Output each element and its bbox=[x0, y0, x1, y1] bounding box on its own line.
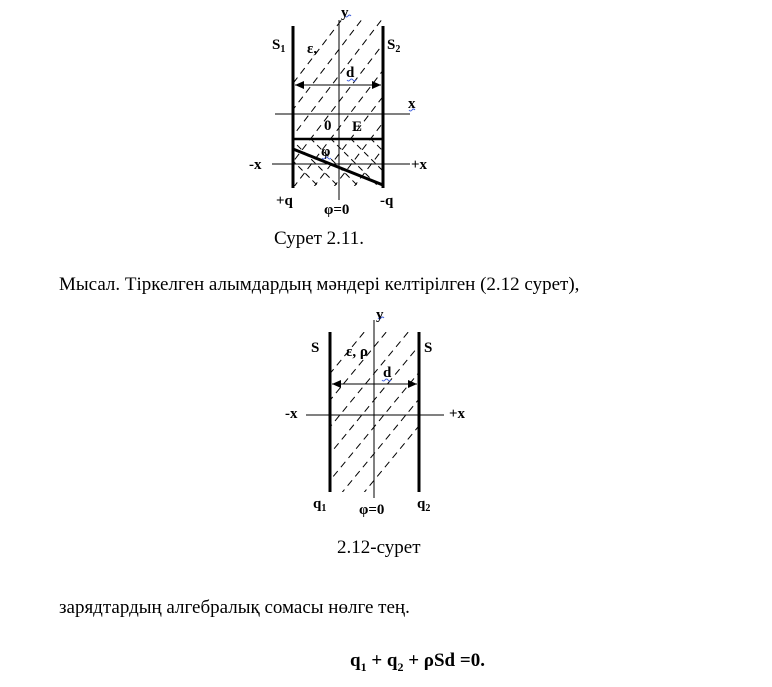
equation-charge-sum: $q_1 + q_2 + \rho Sd =0$. bbox=[350, 650, 485, 674]
figure-1-caption: Сурет 2.11. bbox=[274, 228, 364, 249]
label-s-left: S bbox=[311, 340, 320, 356]
label-minus-x: -x bbox=[249, 157, 262, 173]
label-plus-x-2: +x bbox=[449, 406, 466, 422]
label-d-2: d bbox=[383, 365, 392, 381]
label-phi: φ bbox=[321, 144, 331, 160]
label-minus-q: -q bbox=[380, 193, 394, 209]
label-s-right: S bbox=[424, 340, 433, 356]
label-origin: 0 bbox=[324, 118, 332, 134]
label-minus-x-2: -x bbox=[285, 406, 298, 422]
figure-2-caption: 2.12-сурет bbox=[337, 537, 421, 558]
label-s2: $S_2$ bbox=[387, 37, 401, 55]
paragraph-charges: зарядтардың алгебралық сомасы нөлге тең. bbox=[59, 597, 410, 618]
label-s1: $S_1$ bbox=[272, 37, 286, 55]
label-epsilon: ε, bbox=[307, 41, 318, 57]
label-phi-zero: φ=0 bbox=[324, 202, 350, 218]
label-y-2: y bbox=[376, 307, 384, 323]
label-y: y bbox=[341, 5, 349, 21]
label-d: d bbox=[346, 65, 355, 81]
label-plus-x: +x bbox=[411, 157, 428, 173]
label-epsilon-rho: ε, ρ bbox=[346, 344, 368, 360]
label-e-field: E bbox=[352, 119, 363, 135]
label-plus-q: +q bbox=[276, 193, 293, 209]
paragraph-example: Мысал. Тіркелген алымдардың мәндері келтірілген (2.12 сурет), bbox=[59, 274, 580, 295]
label-q1: $q_1$ bbox=[313, 496, 327, 514]
label-q2: $q_2$ bbox=[417, 496, 431, 514]
label-x-axis: x bbox=[408, 96, 416, 112]
label-phi-zero-2: φ=0 bbox=[359, 502, 385, 518]
